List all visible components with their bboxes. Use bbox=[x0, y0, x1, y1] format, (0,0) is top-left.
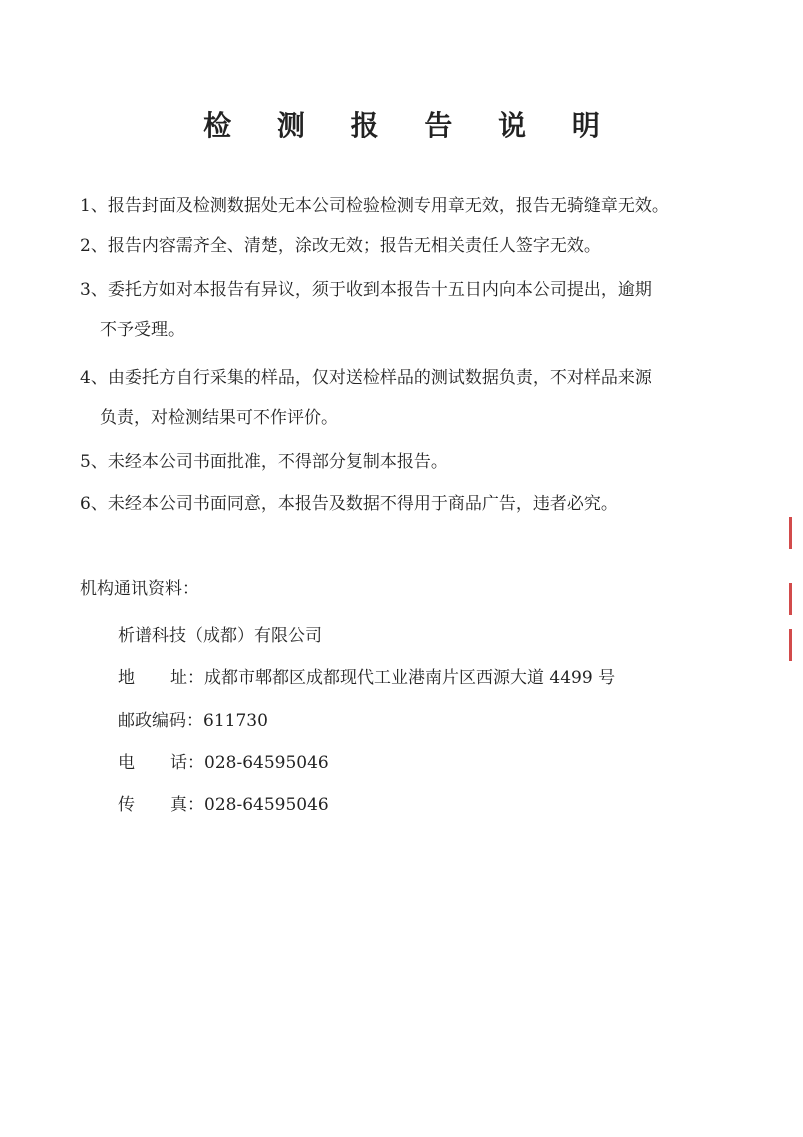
clause-3-continuation: 不予受理。 bbox=[100, 320, 185, 340]
seal-stamp-fragment bbox=[789, 505, 803, 675]
address-value: 成都市郫都区成都现代工业港南片区西源大道 4499 号 bbox=[204, 668, 616, 688]
clause-3-text: 3、委托方如对本报告有异议，须于收到本报告十五日内向本公司提出，逾期 bbox=[80, 280, 652, 300]
clause-1 bbox=[80, 186, 730, 226]
fax-row bbox=[118, 790, 329, 815]
fax-label bbox=[118, 790, 204, 815]
address-label bbox=[118, 663, 204, 688]
fax-label-colon: 真： bbox=[170, 795, 204, 815]
clause-2 bbox=[80, 226, 730, 266]
clause-1-text: 1、报告封面及检测数据处无本公司检验检测专用章无效，报告无骑缝章无效。 bbox=[80, 196, 669, 216]
clause-3 bbox=[80, 270, 730, 350]
phone-row bbox=[118, 748, 329, 773]
contact-heading: 机构通讯资料： bbox=[80, 579, 199, 599]
fax-label-char: 传 bbox=[118, 795, 135, 815]
company-name: 析谱科技（成都）有限公司 bbox=[118, 626, 322, 646]
phone-label bbox=[118, 748, 204, 773]
address-label-char: 地 bbox=[118, 668, 135, 688]
clause-2-text: 2、报告内容需齐全、清楚，涂改无效；报告无相关责任人签字无效。 bbox=[80, 236, 601, 256]
clause-4-text: 4、由委托方自行采集的样品，仅对送检样品的测试数据负责，不对样品来源 bbox=[80, 368, 652, 388]
clause-5-text: 5、未经本公司书面批准，不得部分复制本报告。 bbox=[80, 452, 448, 472]
postcode-label: 邮政编码： bbox=[118, 711, 203, 731]
clause-6-text: 6、未经本公司书面同意，本报告及数据不得用于商品广告，违者必究。 bbox=[80, 494, 618, 514]
clause-6 bbox=[80, 484, 730, 524]
postcode-row bbox=[118, 706, 268, 731]
address-row bbox=[118, 663, 615, 688]
address-label-colon: 址： bbox=[170, 668, 204, 688]
phone-label-colon: 话： bbox=[170, 753, 204, 773]
page-title: 检 测 报 告 说 明 bbox=[203, 109, 618, 142]
fax-value: 028-64595046 bbox=[204, 795, 329, 815]
phone-label-char: 电 bbox=[118, 753, 135, 773]
clause-4 bbox=[80, 358, 730, 438]
phone-value: 028-64595046 bbox=[204, 753, 329, 773]
clause-4-continuation: 负责，对检测结果可不作评价。 bbox=[100, 408, 338, 428]
clause-5 bbox=[80, 442, 730, 482]
postcode-value: 611730 bbox=[203, 711, 268, 731]
